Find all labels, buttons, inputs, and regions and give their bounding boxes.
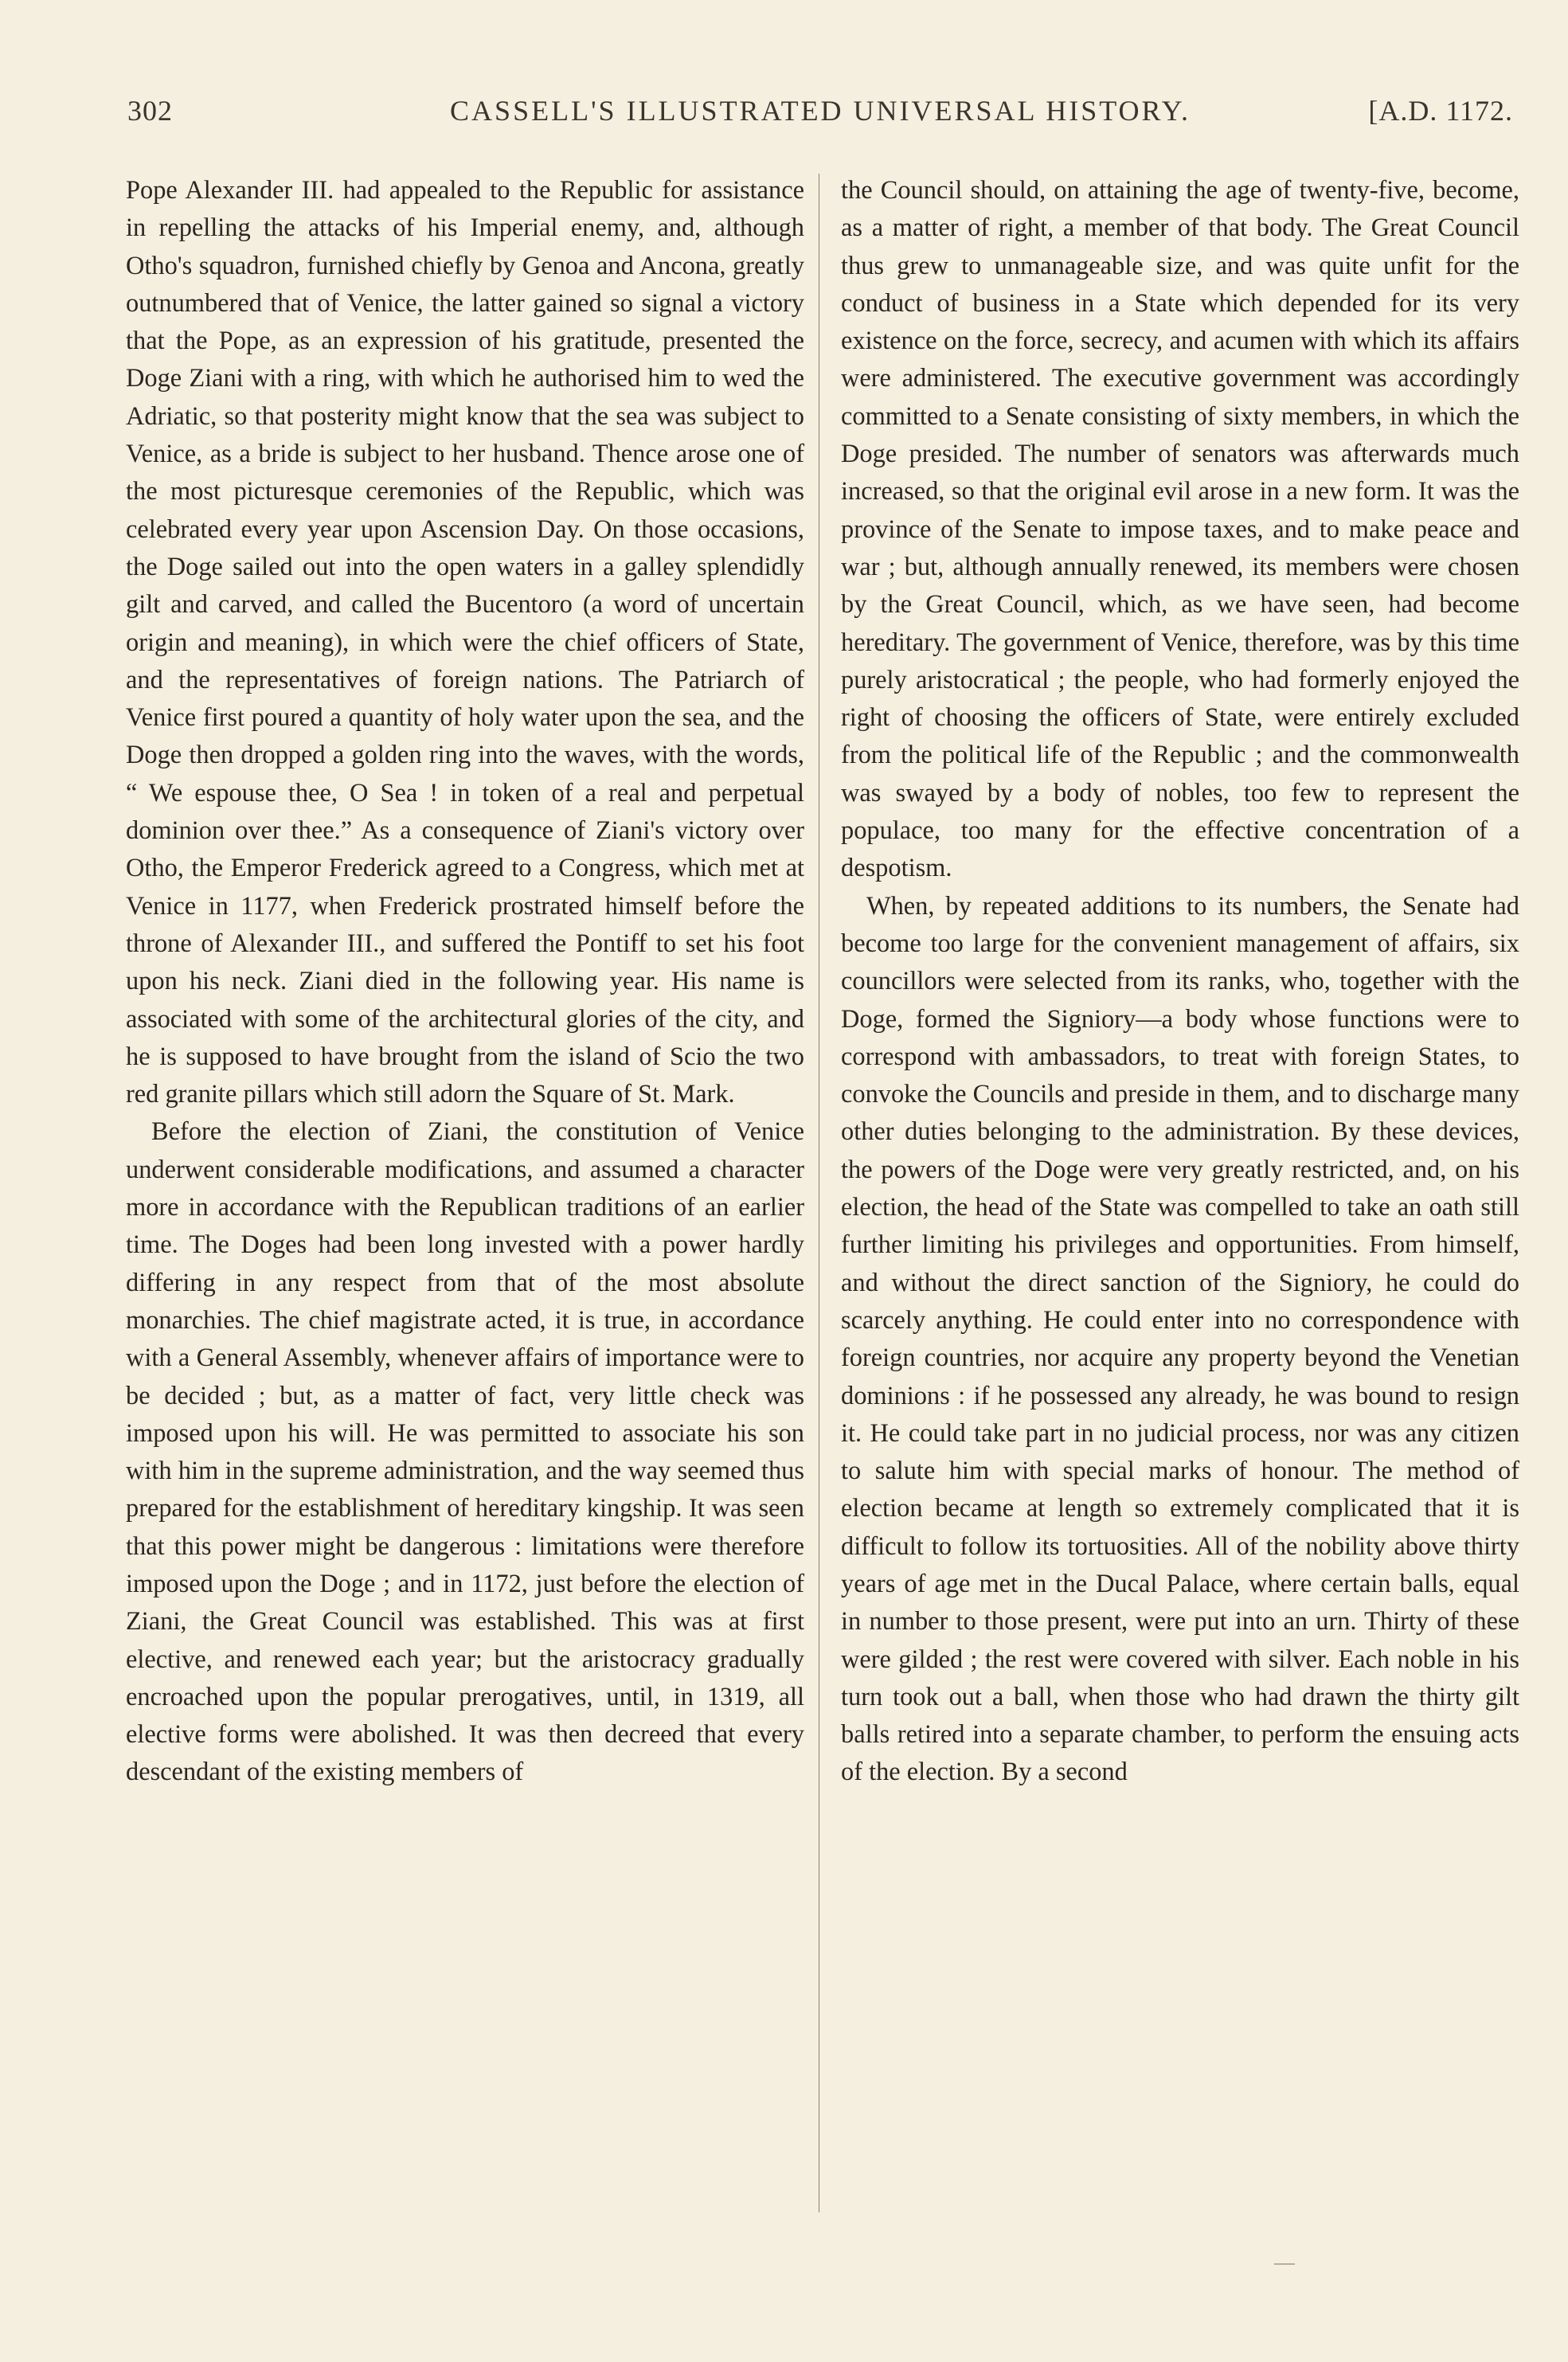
right-column xyxy=(841,172,1519,1792)
page-number: 302 xyxy=(127,95,173,127)
right-paragraph-1: the Council should, on attaining the age of twenty-five, become, as a matter of right, a member of that body. The Great Council thus grew to unmanageable size, and was quite unfit for the conduct of business in a State which depended for its very existence on the force, secrecy, and acumen with which its affairs were administered. The executive government was accordingly committed to a Senate consisting of sixty members, in which the Doge presided. The number of senators was afterwards much increased, so that the original evil arose in a new form. It was the province of the Senate to impose taxes, and to make peace and war ; but, although annually renewed, its members were chosen by the Great Council, which, as we have seen, had become hereditary. The government of Venice, therefore, was by this time purely aristocratical ; the people, who had formerly enjoyed the right of choosing the officers of State, were entirely excluded from the political life of the Republic ; and the commonwealth was swayed by a body of nobles, too few to represent the populace, too many for the effective concentration of a despotism. xyxy=(841,176,1519,883)
left-paragraph-2: Before the election of Ziani, the constitution of Venice underwent considerable modifications, and assumed a character more in accordance with the Republican traditions of an earlier time. The Doges had been long invested with a power hardly differing in any respect from that of the most absolute monarchies. The chief magistrate acted, it is true, in accordance with a General Assembly, whenever affairs of importance were to be decided ; but, as a matter of fact, very little check was imposed upon his will. He was permitted to associate his son with him in the supreme administration, and the way seemed thus prepared for the establishment of hereditary kingship. It was seen that this power might be dangerous : limitations were therefore imposed upon the Doge ; and in 1172, just before the election of Ziani, the Great Council was established. This was at first elective, and renewed each year; but the aristocracy gradually encroached upon the popular prerogatives, until, in 1319, all elective forms were abolished. It was then decreed that every descendant of the existing members of xyxy=(126,1117,804,1787)
running-header xyxy=(127,94,1513,142)
running-title: CASSELL'S ILLUSTRATED UNIVERSAL HISTORY. xyxy=(450,95,1191,127)
header-date: [A.D. 1172. xyxy=(1368,95,1513,127)
left-paragraph-1: Pope Alexander III. had appealed to the Republic for assistance in repelling the attacks of his Imperial enemy, and, although Otho's squadron, furnished chiefly by Genoa and Ancona, greatly outnumbered that of Venice, the latter gained so signal a victory that the Pope, as an expression of his gratitude, presented the Doge Ziani with a ring, with which he authorised him to wed the Adriatic, so that posterity might know that the sea was subject to Venice, as a bride is subject to her husband. Thence arose one of the most picturesque ceremonies of the Republic, which was celebrated every year upon Ascension Day. On those occasions, the Doge sailed out into the open waters in a galley splendidly gilt and carved, and called the Bucentoro (a word of uncertain origin and meaning), in which were the chief officers of State, and the representatives of foreign nations. The Patriarch of Venice first poured a quantity of holy water upon the sea, and the Doge then dropped a golden ring into the waves, with the words, “ We espouse thee, O Sea ! in token of a real and perpetual dominion over thee.” As a consequence of Ziani's victory over Otho, the Emperor Frederick agreed to a Congress, which met at Venice in 1177, when Frederick prostrated himself before the throne of Alexander III., and suffered the Pontiff to set his foot upon his neck. Ziani died in the following year. His name is associated with some of the architectural glories of the city, and he is supposed to have brought from the island of Scio the two red granite pillars which still adorn the Square of St. Mark. xyxy=(126,176,804,1109)
footer-mark xyxy=(1274,2263,1295,2265)
right-paragraph-2: When, by repeated additions to its numbers, the Senate had become too large for the convenient management of affairs, six councillors were selected from its ranks, who, together with the Doge, formed the Signiory—a body whose functions were to correspond with ambassadors, to treat with foreign States, to convoke the Councils and preside in them, and to discharge many other duties belonging to the administration. By these devices, the powers of the Doge were very greatly restricted, and, on his election, the head of the State was compelled to take an oath still further limiting his privileges and opportunities. From himself, and without the direct sanction of the Signiory, he could do scarcely anything. He could enter into no correspondence with foreign countries, nor acquire any property beyond the Venetian dominions : if he possessed any already, he was bound to resign it. He could take part in no judicial process, nor was any citizen to salute him with special marks of honour. The method of election became at length so extremely complicated that it is difficult to follow its tortuosities. All of the nobility above thirty years of age met in the Ducal Palace, where certain balls, equal in number to those present, were put into an urn. Thirty of these were gilded ; the rest were covered with silver. Each noble in his turn took out a ball, when those who had drawn the thirty gilt balls retired into a separate chamber, to perform the ensuing acts of the election. By a second xyxy=(841,891,1519,1787)
left-column xyxy=(126,172,804,1792)
